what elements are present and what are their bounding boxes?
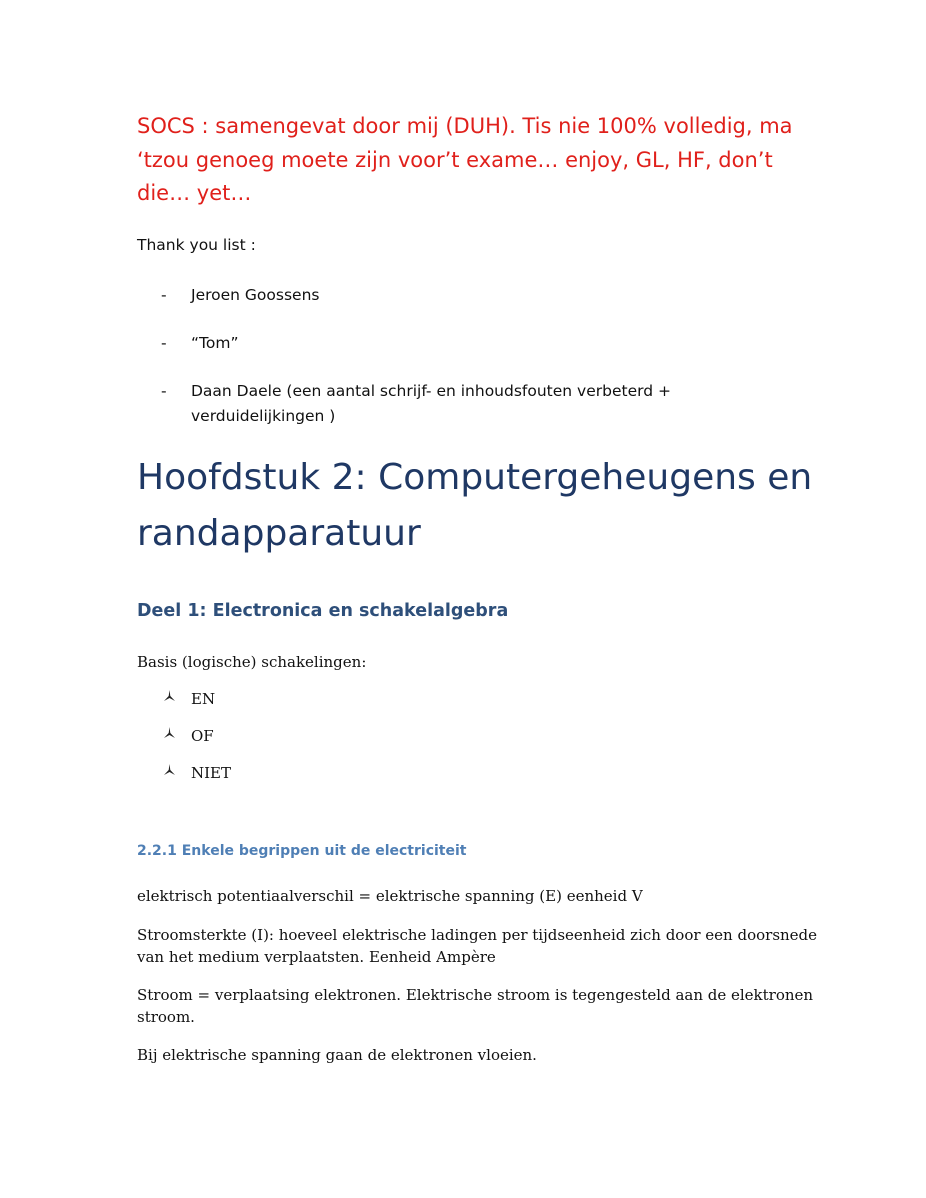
arrowhead-bullet-icon xyxy=(164,690,175,702)
paragraph-spanning: Bij elektrische spanning gaan de elektronen vloeien. xyxy=(137,1046,537,1064)
paragraph-potential: elektrisch potentiaalverschil = elektrische spanning (E) eenheid V xyxy=(137,887,643,905)
thank-you-item-3-line-1: Daan Daele (een aantal schrijf- en inhoudsfouten verbeterd + xyxy=(191,382,671,400)
paragraph-current-line-1: Stroomsterkte (I): hoeveel elektrische ladingen per tijdseenheid zich door een doorsnede xyxy=(137,926,818,944)
arrowhead-bullet-icon xyxy=(164,764,175,776)
list-dash: - xyxy=(161,286,167,304)
paragraph-stroom-line-2: stroom. xyxy=(137,1008,195,1026)
thank-you-title: Thank you list : xyxy=(137,236,256,254)
intro-note xyxy=(137,110,797,211)
chapter-heading-line-1: Hoofdstuk 2: Computergeheugens en xyxy=(137,457,813,498)
subsection-heading: 2.2.1 Enkele begrippen uit de electriciteit xyxy=(137,843,467,859)
paragraph-current-line-2: van het medium verplaatsten. Eenheid Ampère xyxy=(137,948,496,966)
arrowhead-bullet-icon xyxy=(164,727,175,739)
intro-line-2: ‘tzou genoeg moete zijn voor’t exame… enjoy, GL, HF, don’t xyxy=(137,147,773,172)
thank-you-item-2: “Tom” xyxy=(191,334,239,352)
section-heading: Deel 1: Electronica en schakelalgebra xyxy=(137,601,509,621)
thank-you-item-3-line-2: verduidelijkingen ) xyxy=(191,407,336,425)
basis-item-of: OF xyxy=(191,727,214,745)
thank-you-item-1: Jeroen Goossens xyxy=(191,286,320,304)
intro-line-3: die… yet… xyxy=(137,181,252,205)
paragraph-stroom-line-1: Stroom = verplaatsing elektronen. Elektrische stroom is tegengesteld aan de elektronen xyxy=(137,986,814,1004)
basis-intro: Basis (logische) schakelingen: xyxy=(137,653,367,671)
chapter-heading-line-2: randapparatuur xyxy=(137,513,421,554)
list-dash: - xyxy=(161,382,167,400)
chapter-heading xyxy=(137,450,812,562)
intro-line-1: SOCS : samengevat door mij (DUH). Tis nie 100% volledig, ma xyxy=(137,114,793,138)
basis-item-niet: NIET xyxy=(191,764,232,782)
list-dash: - xyxy=(161,334,167,352)
basis-item-en: EN xyxy=(191,690,216,708)
